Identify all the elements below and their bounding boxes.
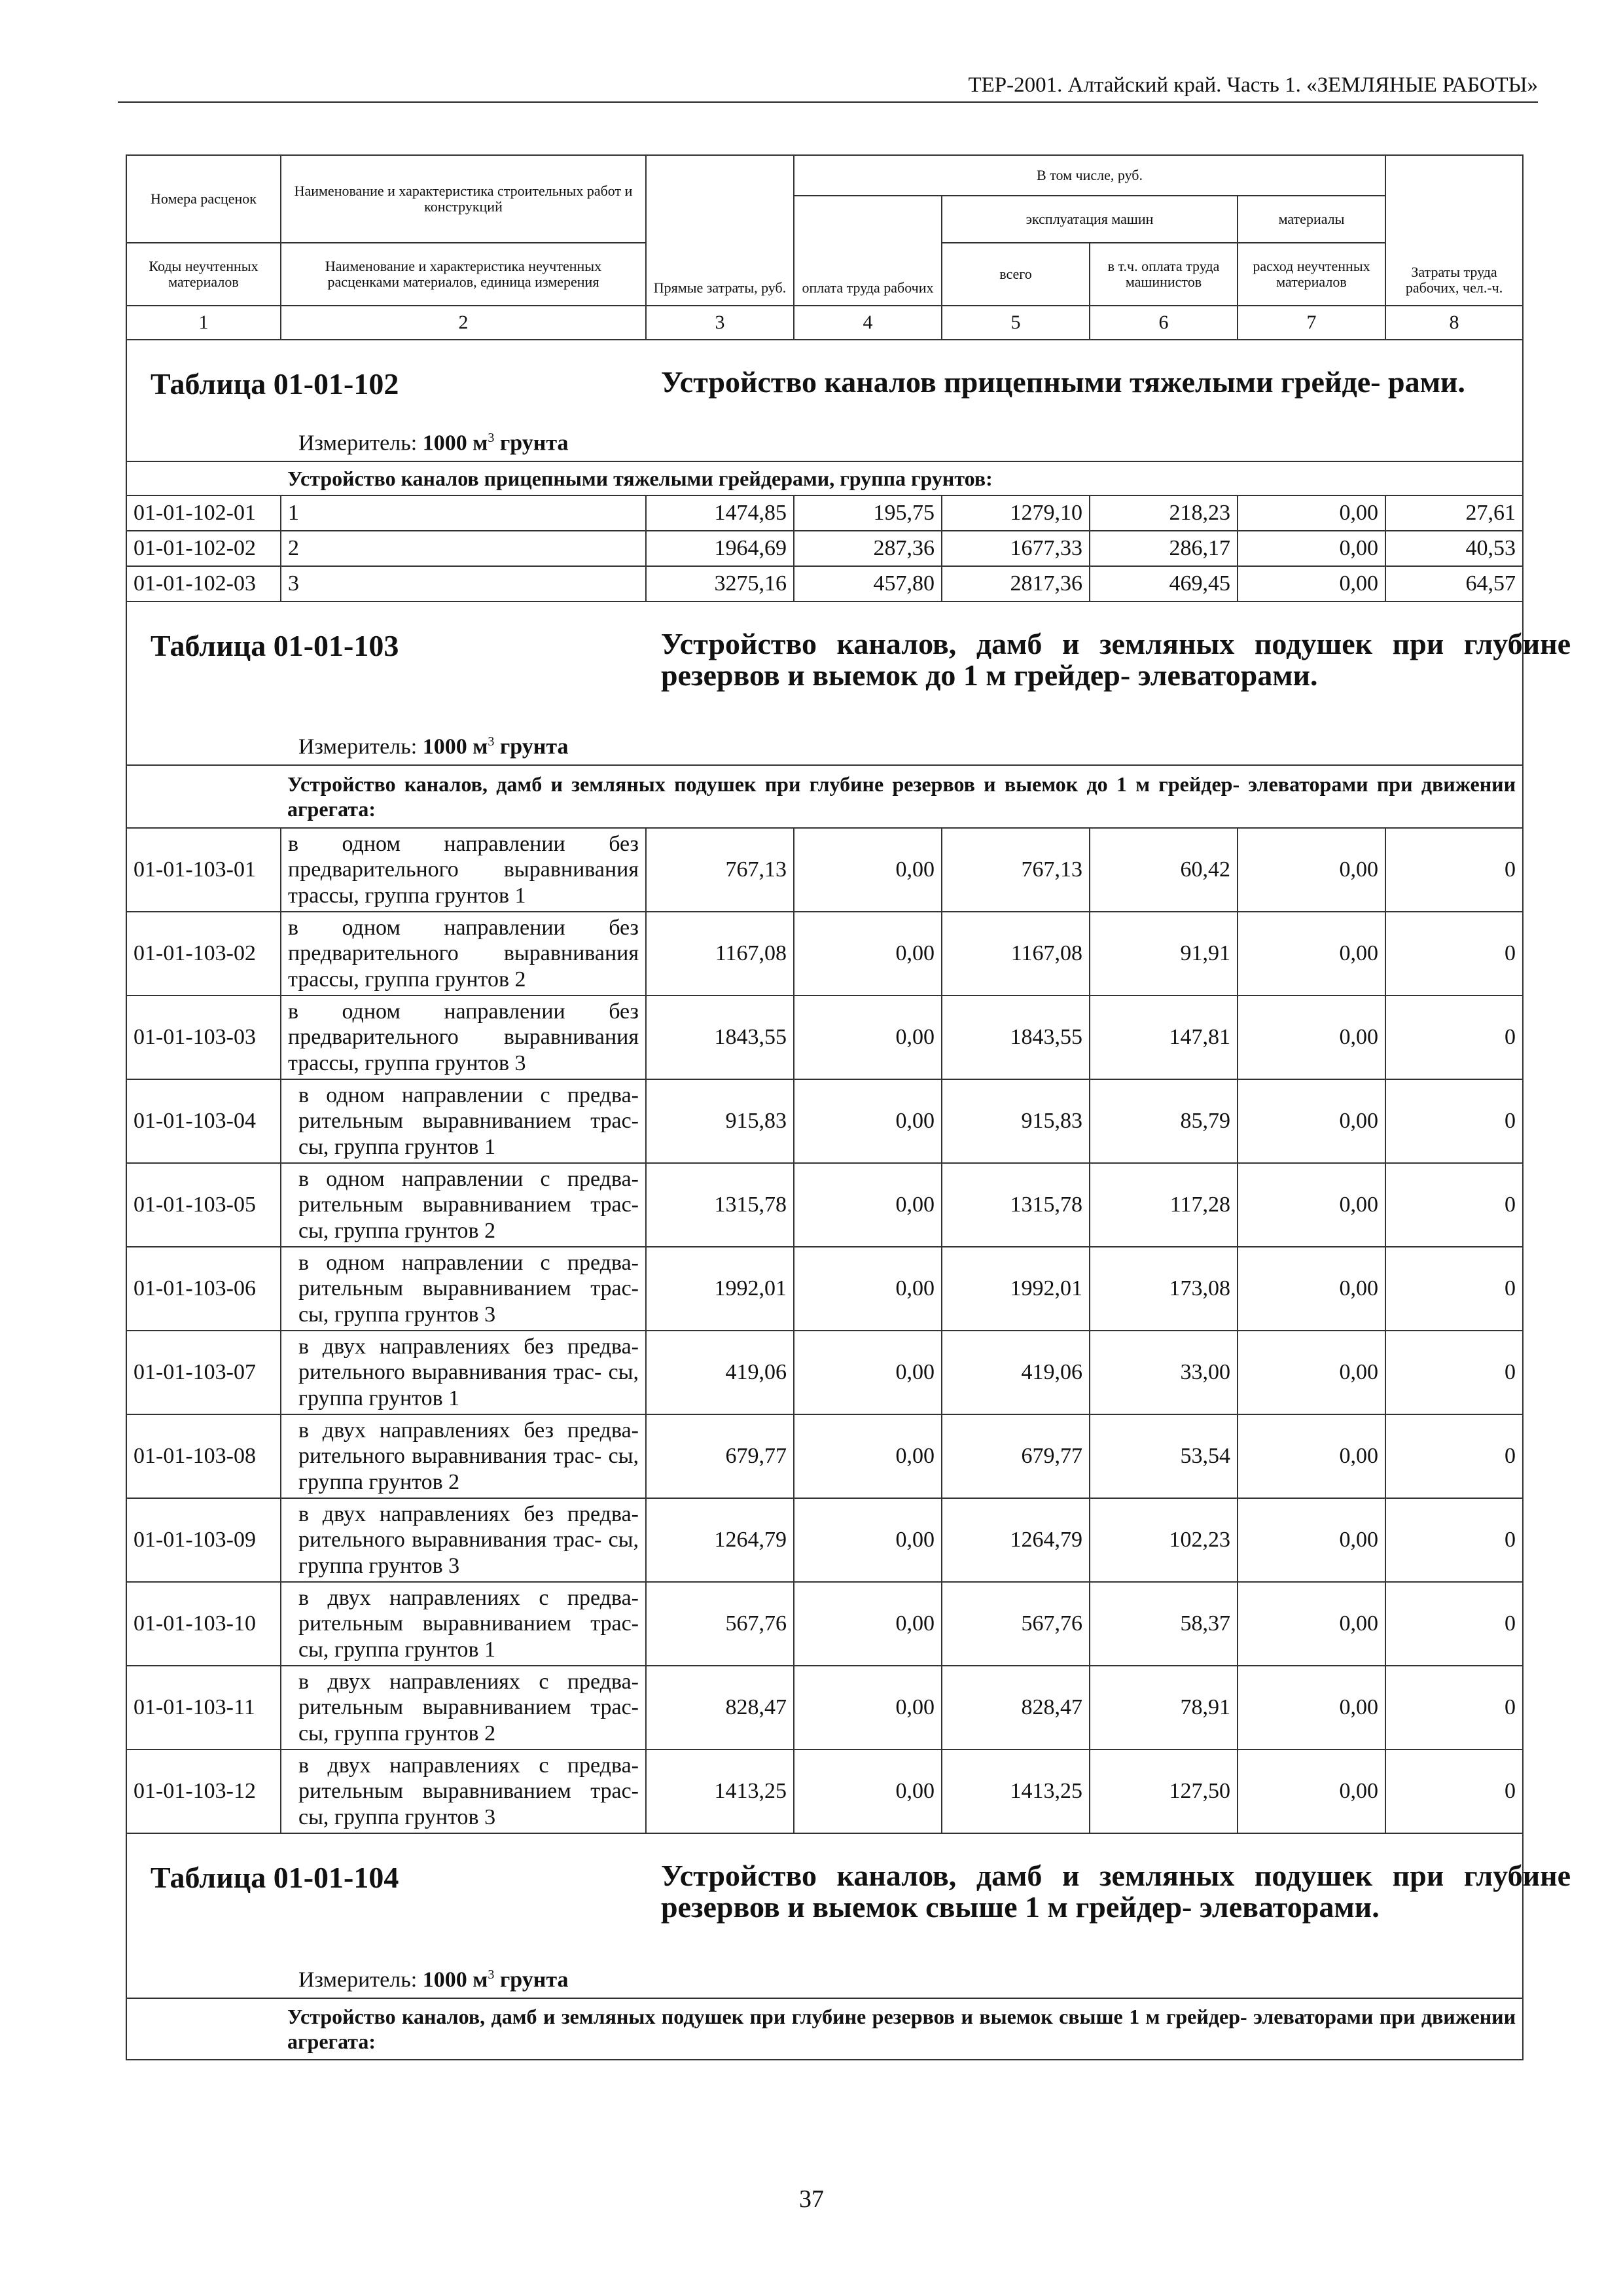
rate-code: 01-01-103-09 [126,1498,281,1582]
operator-wages: 117,28 [1090,1163,1238,1247]
rate-code: 01-01-103-02 [126,912,281,996]
col5-header: всего [942,243,1090,306]
section-heading [126,601,1571,765]
page-number: 37 [799,2185,824,2213]
col2-top-header: Наименование и характеристика строительных работ и конструкций [281,155,646,243]
labor-hours: 27,61 [1385,495,1523,531]
machine-total: 1992,01 [942,1247,1090,1331]
table-row [126,1498,1523,1582]
materials-cost: 0,00 [1238,1247,1385,1331]
operator-wages: 58,37 [1090,1582,1238,1666]
rate-code: 01-01-102-01 [126,495,281,531]
direct-cost: 1992,01 [646,1247,794,1331]
labor-wages: 0,00 [794,1331,942,1414]
section-description: Устройство каналов, дамб и земляных подушек при глубине резервов и выемок до 1 м грейдер- элеваторами. [661,627,1571,692]
table-row [126,1331,1523,1414]
meter-label: Измеритель: [298,431,418,455]
machine-total: 1315,78 [942,1163,1090,1247]
operator-wages: 173,08 [1090,1247,1238,1331]
section-title: Таблица 01-01-103 [151,629,399,662]
rate-code: 01-01-102-03 [126,566,281,601]
rate-code: 01-01-103-10 [126,1582,281,1666]
direct-cost: 679,77 [646,1414,794,1498]
col3-header: Прямые затраты, руб. [646,155,794,306]
section-description: Устройство каналов, дамб и земляных подушек при глубине резервов и выемок свыше 1 м грейдер- элеваторами. [661,1859,1571,1924]
machine-total: 828,47 [942,1666,1090,1749]
labor-hours: 40,53 [1385,531,1523,566]
rate-name: в одном направлении с предва- рительным выравниванием трас- сы, группа грунтов 3 [281,1247,646,1331]
table-row [126,1163,1523,1247]
table-row [126,531,1523,566]
section-heading [126,1833,1571,1998]
operator-wages: 147,81 [1090,996,1238,1079]
operator-wages: 91,91 [1090,912,1238,996]
labor-wages: 0,00 [794,912,942,996]
meter-superscript: 3 [488,734,495,749]
labor-wages: 0,00 [794,1582,942,1666]
operator-wages: 286,17 [1090,531,1238,566]
labor-wages: 0,00 [794,828,942,912]
table-01-01-102 [126,340,1523,601]
operator-wages: 102,23 [1090,1498,1238,1582]
materials-cost: 0,00 [1238,531,1385,566]
direct-cost: 1264,79 [646,1498,794,1582]
machine-total: 419,06 [942,1331,1090,1414]
labor-hours: 0 [1385,1666,1523,1749]
rates-table [126,154,1571,2060]
rate-name: в двух направлениях без предва- рительного выравнивания трас- сы, группа грунтов 3 [281,1498,646,1582]
rate-code: 01-01-103-01 [126,828,281,912]
rate-name: в двух направлениях с предва- рительным выравниванием трас- сы, группа грунтов 1 [281,1582,646,1666]
section-meter [298,431,568,456]
machine-total: 679,77 [942,1414,1090,1498]
rate-code: 01-01-103-06 [126,1247,281,1331]
machine-total: 1167,08 [942,912,1090,996]
table-row [126,912,1523,996]
direct-cost: 1843,55 [646,996,794,1079]
labor-wages: 0,00 [794,1079,942,1163]
direct-cost: 1315,78 [646,1163,794,1247]
rate-code: 01-01-103-03 [126,996,281,1079]
table-row [126,495,1523,531]
col1-top-header: Номера расценок [126,155,281,243]
labor-hours: 0 [1385,828,1523,912]
section-title: Таблица 01-01-104 [151,1861,399,1894]
col-number: 7 [1238,306,1385,340]
col-number: 5 [942,306,1090,340]
table-row [126,1582,1523,1666]
meter-value: 1000 м [422,734,488,759]
column-numbers-row [126,306,1523,340]
direct-cost: 915,83 [646,1079,794,1163]
group-heading: Устройство каналов прицепными тяжелыми грейдерами, группа грунтов: [281,461,1523,495]
col7-header: расход неучтенных материалов [1238,243,1385,306]
rate-name: 3 [281,566,646,601]
materials-cost: 0,00 [1238,1582,1385,1666]
operator-wages: 60,42 [1090,828,1238,912]
rate-name: в двух направлениях без предва- рительного выравнивания трас- сы, группа грунтов 2 [281,1414,646,1498]
col8-header: Затраты труда рабочих, чел.-ч. [1385,155,1523,306]
materials-cost: 0,00 [1238,1331,1385,1414]
rate-name: в двух направлениях с предва- рительным выравниванием трас- сы, группа грунтов 3 [281,1749,646,1833]
labor-wages: 0,00 [794,1666,942,1749]
meter-unit: грунта [499,431,569,455]
machine-total: 1843,55 [942,996,1090,1079]
direct-cost: 828,47 [646,1666,794,1749]
labor-wages: 457,80 [794,566,942,601]
materials-cost: 0,00 [1238,1666,1385,1749]
direct-cost: 1964,69 [646,531,794,566]
labor-hours: 0 [1385,996,1523,1079]
operator-wages: 85,79 [1090,1079,1238,1163]
table-row [126,1414,1523,1498]
meter-unit: грунта [499,1967,569,1992]
materials-cost: 0,00 [1238,1414,1385,1498]
rate-code: 01-01-103-05 [126,1163,281,1247]
direct-cost: 3275,16 [646,566,794,601]
meter-value: 1000 м [422,431,488,455]
operator-wages: 469,45 [1090,566,1238,601]
labor-hours: 0 [1385,1247,1523,1331]
table-row [126,1247,1523,1331]
group-heading: Устройство каналов, дамб и земляных подушек при глубине резервов и выемок свыше 1 м грейдер- элеваторами при движении агрегата: [281,1998,1523,2060]
rate-name: 1 [281,495,646,531]
labor-hours: 0 [1385,1331,1523,1414]
group-heading: Устройство каналов, дамб и земляных подушек при глубине резервов и выемок до 1 м грейдер- элеваторами при движении агрегата: [281,765,1523,828]
col-number: 2 [281,306,646,340]
machine-total: 2817,36 [942,566,1090,601]
col-number: 4 [794,306,942,340]
labor-wages: 0,00 [794,1414,942,1498]
machines-header: эксплуатация машин [942,196,1238,243]
operator-wages: 78,91 [1090,1666,1238,1749]
machine-total: 1413,25 [942,1749,1090,1833]
labor-hours: 0 [1385,1079,1523,1163]
direct-cost: 1167,08 [646,912,794,996]
direct-cost: 1413,25 [646,1749,794,1833]
materials-cost: 0,00 [1238,566,1385,601]
rate-name: в одном направлении с предва- рительным выравниванием трас- сы, группа грунтов 2 [281,1163,646,1247]
labor-wages: 0,00 [794,996,942,1079]
col-number: 8 [1385,306,1523,340]
direct-cost: 419,06 [646,1331,794,1414]
labor-hours: 0 [1385,1414,1523,1498]
labor-hours: 0 [1385,912,1523,996]
group-spacer [126,461,281,495]
col2-bottom-header: Наименование и характеристика неучтенных расценками материалов, единица измерения [281,243,646,306]
machine-total: 1279,10 [942,495,1090,531]
direct-cost: 767,13 [646,828,794,912]
machine-total: 567,76 [942,1582,1090,1666]
meter-label: Измеритель: [298,1967,418,1992]
col-number: 6 [1090,306,1238,340]
meter-unit: грунта [499,734,569,759]
labor-wages: 0,00 [794,1498,942,1582]
rate-name: в одном направлении без предварительного выравнивания трассы, группа грунтов 2 [281,912,646,996]
direct-cost: 567,76 [646,1582,794,1666]
machine-total: 1677,33 [942,531,1090,566]
col-number: 3 [646,306,794,340]
labor-wages: 195,75 [794,495,942,531]
materials-cost: 0,00 [1238,996,1385,1079]
operator-wages: 53,54 [1090,1414,1238,1498]
materials-cost: 0,00 [1238,912,1385,996]
operator-wages: 127,50 [1090,1749,1238,1833]
table-row [126,828,1523,912]
labor-wages: 0,00 [794,1247,942,1331]
table-row [126,1749,1523,1833]
table-01-01-103 [126,601,1571,1833]
section-description: Устройство каналов прицепными тяжелыми грейде- рами. [661,365,1465,399]
labor-hours: 0 [1385,1582,1523,1666]
group-spacer [126,1998,281,2060]
rate-name: в двух направлениях с предва- рительным выравниванием трас- сы, группа грунтов 2 [281,1666,646,1749]
rate-code: 01-01-102-02 [126,531,281,566]
table-row [126,1666,1523,1749]
rate-code: 01-01-103-11 [126,1666,281,1749]
col4-header: оплата труда рабочих [794,196,942,306]
materials-cost: 0,00 [1238,828,1385,912]
section-heading [126,340,1523,461]
labor-wages: 287,36 [794,531,942,566]
section-meter [298,1967,568,1992]
section-title: Таблица 01-01-102 [151,367,399,401]
materials-cost: 0,00 [1238,1079,1385,1163]
including-header: В том числе, руб. [794,155,1385,196]
rate-name: в двух направлениях без предва- рительного выравнивания трас- сы, группа грунтов 1 [281,1331,646,1414]
rate-name: 2 [281,531,646,566]
meter-value: 1000 м [422,1967,488,1992]
table-row [126,1079,1523,1163]
operator-wages: 218,23 [1090,495,1238,531]
labor-hours: 0 [1385,1749,1523,1833]
rate-code: 01-01-103-12 [126,1749,281,1833]
machine-total: 1264,79 [942,1498,1090,1582]
table-01-01-104 [126,1833,1571,2060]
materials-cost: 0,00 [1238,1749,1385,1833]
materials-cost: 0,00 [1238,495,1385,531]
table-header [126,155,1523,340]
table-row [126,566,1523,601]
labor-wages: 0,00 [794,1749,942,1833]
materials-cost: 0,00 [1238,1498,1385,1582]
labor-hours: 0 [1385,1498,1523,1582]
materials-header: материалы [1238,196,1385,243]
col-number: 1 [126,306,281,340]
machine-total: 915,83 [942,1079,1090,1163]
rate-code: 01-01-103-07 [126,1331,281,1414]
rate-code: 01-01-103-08 [126,1414,281,1498]
running-header: ТЕР-2001. Алтайский край. Часть 1. «ЗЕМЛЯНЫЕ РАБОТЫ» [118,73,1538,103]
col6-header: в т.ч. оплата труда машинистов [1090,243,1238,306]
rate-name: в одном направлении с предва- рительным выравниванием трас- сы, группа грунтов 1 [281,1079,646,1163]
section-meter [298,734,568,759]
operator-wages: 33,00 [1090,1331,1238,1414]
machine-total: 767,13 [942,828,1090,912]
table-row [126,996,1523,1079]
col1-bottom-header: Коды неучтенных материалов [126,243,281,306]
labor-hours: 0 [1385,1163,1523,1247]
direct-cost: 1474,85 [646,495,794,531]
meter-superscript: 3 [488,430,495,445]
rate-code: 01-01-103-04 [126,1079,281,1163]
group-spacer [126,765,281,828]
labor-wages: 0,00 [794,1163,942,1247]
labor-hours: 64,57 [1385,566,1523,601]
rate-name: в одном направлении без предварительного выравнивания трассы, группа грунтов 1 [281,828,646,912]
rate-name: в одном направлении без предварительного выравнивания трассы, группа грунтов 3 [281,996,646,1079]
meter-label: Измеритель: [298,734,418,759]
materials-cost: 0,00 [1238,1163,1385,1247]
meter-superscript: 3 [488,1967,495,1982]
